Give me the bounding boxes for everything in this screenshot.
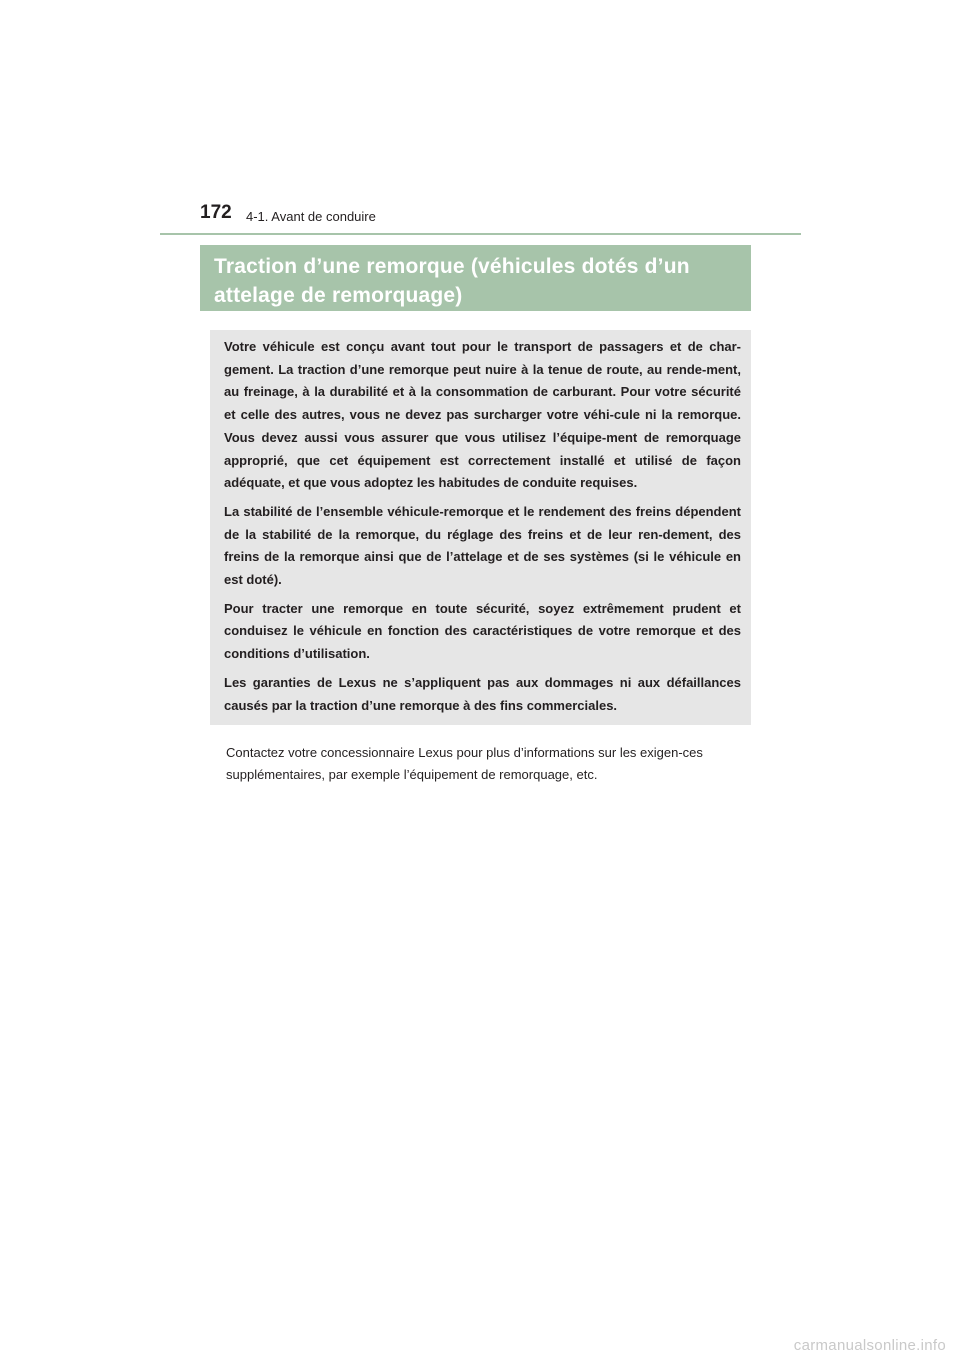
page-header	[200, 202, 800, 232]
section-title-banner	[200, 245, 751, 311]
section-label: 4-1. Avant de conduire	[246, 209, 376, 224]
notice-paragraph: Votre véhicule est conçu avant tout pour le transport de passagers et de char-gement. La traction d’une remorque peut nuire à la tenue de route, au rende-ment, au freinage, à la durabilité et à la consommation de carburant. Pour votre sécurité et celle des autres, vous ne devez pas surcharger votre véhi-cule ni la remorque. Vous devez aussi vous assurer que vous utilisez l’équipe-ment de remorquage approprié, que cet équipement est correctement installé et utilisé de façon adéquate, et que vous adoptez les habitudes de conduite requises.	[224, 339, 741, 491]
notice-paragraph: La stabilité de l’ensemble véhicule-remorque et le rendement des freins dépendent de la stabilité de la remorque, du réglage des freins et de leur ren-dement, des freins de la remorque ainsi que de l’attelage et de ses systèmes (si le véhicule en est doté).	[224, 503, 741, 588]
notice-paragraph: Pour tracter une remorque en toute sécurité, soyez extrêmement prudent et conduisez le véhicule en fonction des caractéristiques de votre remorque et des conditions d’utilisation.	[224, 600, 741, 662]
body-paragraph: Contactez votre concessionnaire Lexus pour plus d’informations sur les exigen-ces supplémentaires, par exemple l’équipement de remorquage, etc.	[226, 745, 703, 782]
section-title	[214, 252, 751, 310]
notice-paragraph: Les garanties de Lexus ne s’appliquent pas aux dommages ni aux défaillances causés par la traction d’une remorque à des fins commerciales.	[224, 674, 741, 713]
section-title-line-2: attelage de remorquage)	[214, 284, 463, 307]
page-number: 172	[200, 202, 232, 223]
watermark: carmanualsonline.info	[793, 1337, 946, 1354]
header-divider	[160, 233, 801, 235]
section-title-line-1: Traction d’une remorque (véhicules dotés d’un	[214, 255, 690, 278]
notice-box	[210, 330, 751, 725]
